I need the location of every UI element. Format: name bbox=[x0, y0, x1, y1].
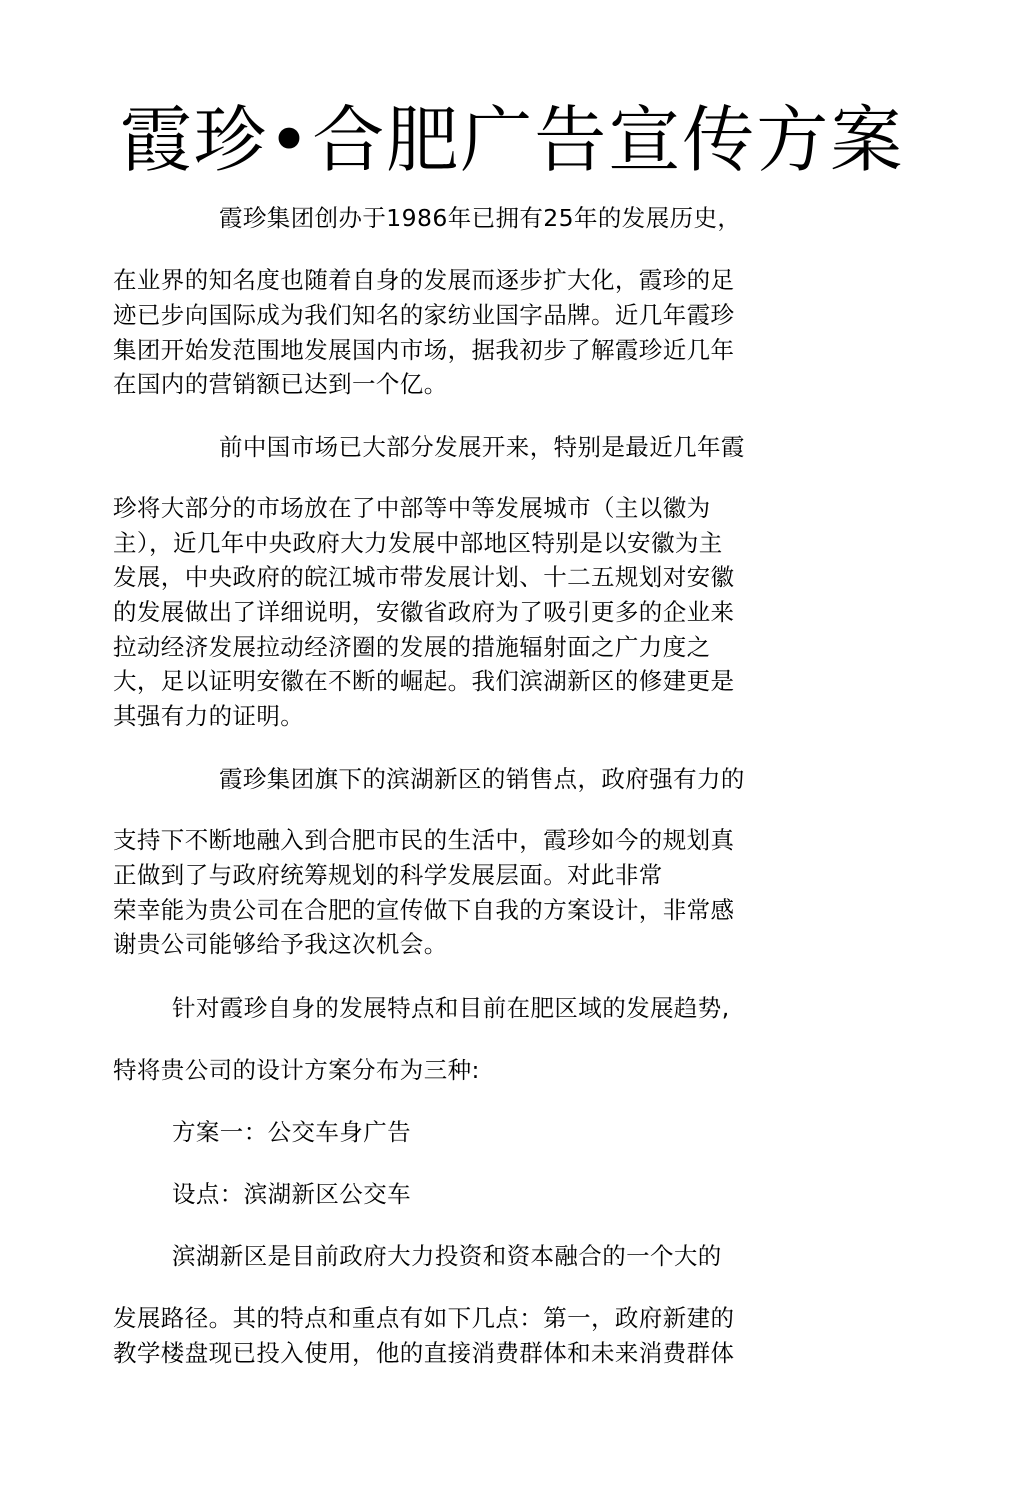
paragraph-line: 在国内的营销额已达到一个亿。 bbox=[113, 370, 448, 398]
paragraph-line: 针对霞珍自身的发展特点和目前在肥区域的发展趋势, bbox=[172, 994, 730, 1022]
paragraph-line: 谢贵公司能够给予我这次机会。 bbox=[113, 930, 448, 958]
plan-heading: 方案一：公交车身广告 bbox=[172, 1118, 411, 1146]
paragraph-line: 珍将大部分的市场放在了中部等中等发展城市（主以徽为 bbox=[113, 494, 711, 522]
paragraph-line: 滨湖新区是目前政府大力投资和资本融合的一个大的 bbox=[172, 1242, 722, 1270]
paragraph-line: 的发展做出了详细说明，安徽省政府为了吸引更多的企业来 bbox=[113, 598, 735, 626]
paragraph-line: 在业界的知名度也随着自身的发展而逐步扩大化，霞珍的足 bbox=[113, 266, 735, 294]
paragraph-line: 迹已步向国际成为我们知名的家纺业国字品牌。近几年霞珍 bbox=[113, 301, 735, 329]
paragraph-line: 主），近几年中央政府大力发展中部地区特别是以安徽为主 bbox=[113, 529, 723, 557]
paragraph-line: 前中国市场已大部分发展开来，特别是最近几年霞 bbox=[219, 433, 745, 461]
paragraph-line: 正做到了与政府统筹规划的科学发展层面。对此非常 bbox=[113, 861, 663, 889]
paragraph-line: 教学楼盘现已投入使用，他的直接消费群体和未来消费群体 bbox=[113, 1339, 735, 1367]
page-title: 霞珍•合肥广告宣传方案 bbox=[119, 98, 905, 182]
paragraph-line: 发展，中央政府的皖江城市带发展计划、十二五规划对安徽 bbox=[113, 563, 735, 591]
paragraph-line: 其强有力的证明。 bbox=[113, 702, 305, 730]
paragraph-line: 霞珍集团旗下的滨湖新区的销售点，政府强有力的 bbox=[219, 765, 745, 793]
paragraph-line: 发展路径。其的特点和重点有如下几点：第一，政府新建的 bbox=[113, 1304, 735, 1332]
paragraph-line: 支持下不断地融入到合肥市民的生活中，霞珍如今的规划真 bbox=[113, 826, 735, 854]
paragraph-line: 霞珍集团创办于1986年已拥有25年的发展历史， bbox=[219, 204, 742, 232]
plan-location: 设点：滨湖新区公交车 bbox=[172, 1180, 411, 1208]
paragraph-line: 拉动经济发展拉动经济圈的发展的措施辐射面之广力度之 bbox=[113, 633, 711, 661]
paragraph-line: 集团开始发范围地发展国内市场，据我初步了解霞珍近几年 bbox=[113, 336, 735, 364]
paragraph-line: 特将贵公司的设计方案分布为三种: bbox=[113, 1056, 480, 1084]
paragraph-line: 大，足以证明安徽在不断的崛起。我们滨湖新区的修建更是 bbox=[113, 667, 735, 695]
paragraph-line: 荣幸能为贵公司在合肥的宣传做下自我的方案设计，非常感 bbox=[113, 896, 735, 924]
